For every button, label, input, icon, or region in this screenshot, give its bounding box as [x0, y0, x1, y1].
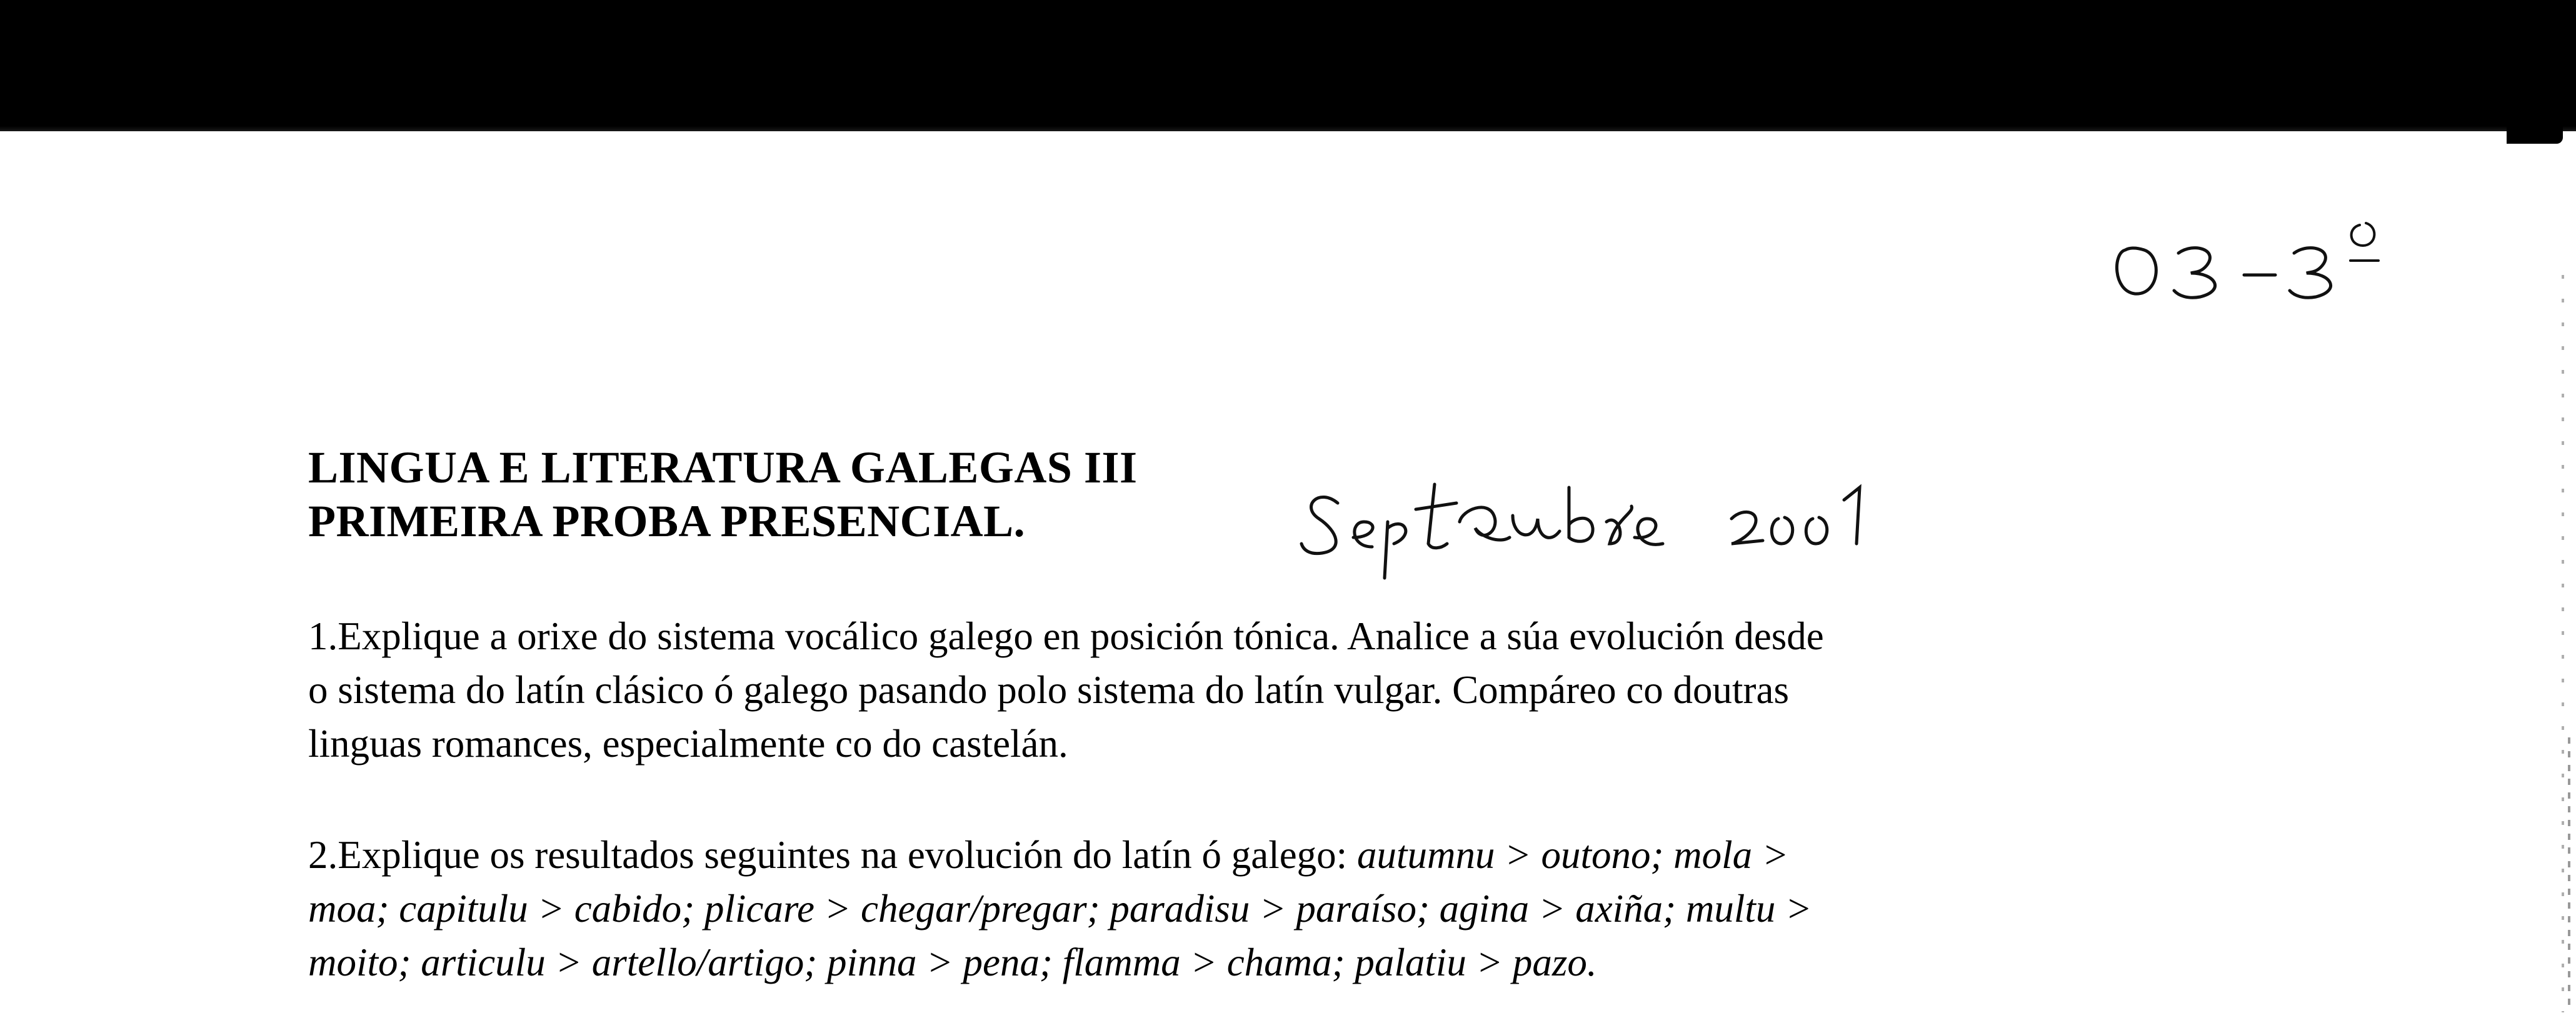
question-1-line: o sistema do latín clásico ó galego pasando polo sistema do latín vulgar. Compáreo co doutras — [308, 668, 1789, 712]
handwritten-code-text: 03-3º — [2100, 203, 2102, 204]
scan-corner-mark — [2507, 125, 2563, 144]
question-2-examples-line: moa; capitulu > cabido; plicare > chegar/pregar; paradisu > paraíso; agina > axiña; multu > — [308, 887, 1812, 931]
scan-edge-artifact — [2562, 275, 2564, 1012]
exam-header — [308, 441, 1138, 548]
exam-subtitle: PRIMEIRA PROBA PRESENCIAL. — [308, 496, 1026, 546]
question-1-line: 1.Explique a orixe do sistema vocálico galego en posición tónica. Analice a súa evolución desde — [308, 614, 1824, 658]
question-2-examples: autumnu > outono; mola > — [1356, 833, 1789, 877]
question-2 — [308, 828, 2371, 989]
handwritten-date — [1294, 450, 1907, 581]
question-2-examples-line: moito; articulu > artello/artigo; pinna > pena; flamma > chama; palatiu > pazo. — [308, 941, 1597, 984]
scanned-top-border — [0, 0, 2576, 131]
handwritten-code — [2100, 203, 2425, 309]
exam-title: LINGUA E LITERATURA GALEGAS III — [308, 442, 1138, 492]
handwritten-date-text: Septembre 2001 — [1294, 450, 1300, 451]
question-1-line: linguas romances, especialmente co do castelán. — [308, 722, 1068, 766]
scan-border-edge — [0, 126, 2576, 131]
question-2-line — [308, 828, 2371, 882]
scan-edge-artifact-lower — [2568, 737, 2570, 1006]
question-2-intro: 2.Explique os resultados seguintes na evolución do latín ó galego: — [308, 833, 1348, 877]
question-1 — [308, 609, 2371, 771]
